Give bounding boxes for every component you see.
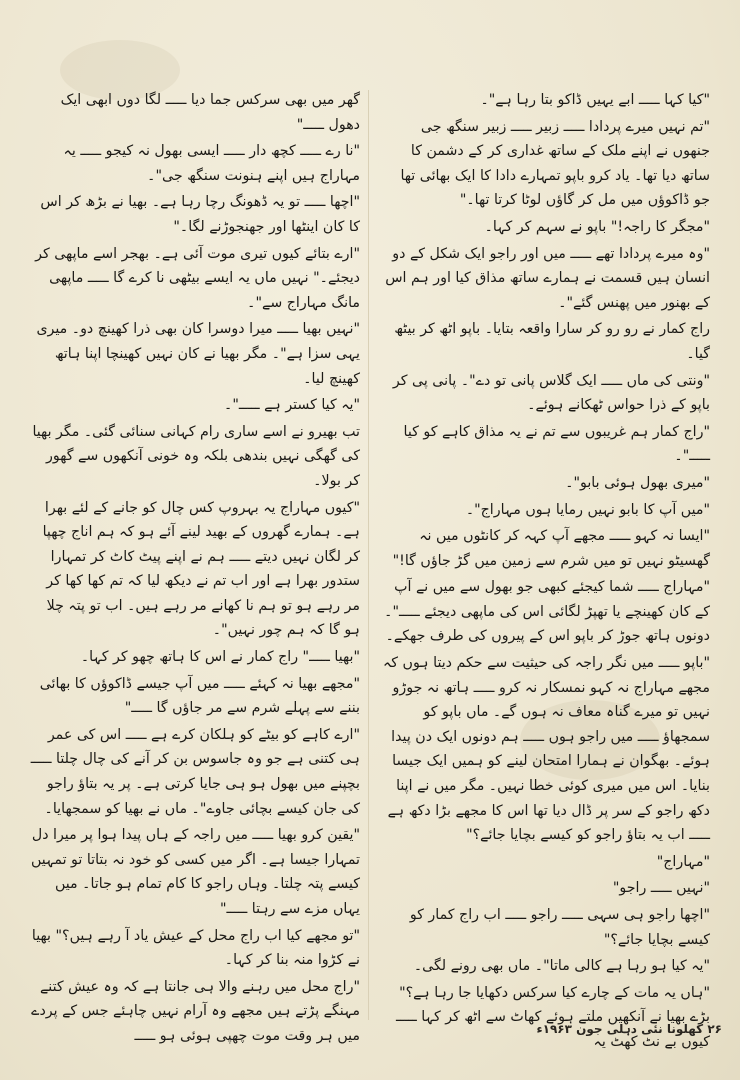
left-column <box>30 88 360 1044</box>
paragraph: گھر میں بھی سرکس جما دیا ـــــ لگا دوں ابھی ایک دھول ـــــ" <box>60 92 360 133</box>
paragraph: "مجھے بھیا نہ کہئے ـــــ میں آپ جیسے ڈاکوؤں کا بھائی بننے سے پہلے شرم سے مر جاؤں گا ـــــ" <box>39 675 360 717</box>
paragraph: "نہیں ـــــ راجو" <box>612 880 710 897</box>
page-footer: ۲۶ کھلونا نئی دہلی جون ۱۹۶۳ء <box>536 1022 722 1036</box>
paragraph: "اچھا راجو ہی سہی ـــــ راجو ـــــ اب راج کمار کو کیسے بچایا جائے؟" <box>409 907 710 948</box>
paragraph: "تم نہیں میرے پردادا ـــــ زبیر ـــــ زبیر سنگھ جی جنھوں نے اپنے ملک کے ساتھ غداری کر کے دشمن کا ساتھ دیا تھا۔ یاد کرو باپو تمہارے دادا کا ایک بھائی تھا جو ڈاکوؤں میں مل کر گاؤں لوٹا کرتا تھا۔" <box>400 118 710 209</box>
paragraph: "ایسا نہ کہو ـــــ مجھے آپ کہہ کر کانٹوں میں نہ گھسیٹو نہیں تو میں شرم سے زمین میں گڑ جاؤں گا!" <box>392 528 710 569</box>
paragraph: "ارے بتائے کیوں تیری موت آئی ہے۔ بھجر اسے ماپھی کر دیجئے۔" نہیں ماں یہ ایسے بیٹھی نا کرے گا ـــــ ماپھی مانگ مہاراج سے"۔ <box>35 245 360 311</box>
paragraph: "ونتی کی ماں ـــــ ایک گلاس پانی تو دے"۔ پانی پی کر باپو کے ذرا حواس ٹھکانے ہوئے۔ <box>392 372 710 414</box>
paragraph: "ارے کاہے کو بیٹے کو ہلکان کرے ہے ـــــ اس کی عمر ہی کتنی ہے جو وہ جاسوس بن کر آنے کی چال چلتا ـــــ بچپنے میں بھول ہو ہی جایا کرتی ہے۔ پر یہ بتاؤ راجو کی جان کیسے بچائی جاوے"۔ ماں نے بھیا کو سمجھایا۔ <box>30 726 360 817</box>
paragraph: "وہ میرے پردادا تھے ـــــ میں اور راجو ایک شکل کے دو انسان ہیں قسمت نے ہمارے ساتھ مذاق کیا اور ہم اس کے بھنور میں پھنس گئے"۔ <box>385 245 710 311</box>
paragraph: "یہ کیا کستر ہے ـــــ"۔ <box>224 397 360 414</box>
paragraph: تب بھیرو نے اسے ساری رام کہانی سنائی گئی۔ مگر بھیا کی گھگی نہیں بندھی بلکہ وہ خونی آنکھوں سے گھور کر بولا۔ <box>32 423 360 489</box>
paragraph: "کیوں مہاراج یہ بہروپ کس چال کو جانے کے لئے بھرا ہے۔ ہمارے گھروں کے بھید لینے آئے ہو کہ ہم اناج چھپا کر لگان نہیں دیتے ـــــ ہم نے اپنے پیٹ کاٹ کر تمہارا ستدور بھرا ہے اور اب تم نے دیکھ لیا کہ تم کھا کھا کر مر رہے ہو تو ہم نا کھانے مر رہے ہیں۔ اب تو پتہ چلا ہو گا کہ ہم چور نہیں"۔ <box>42 499 360 639</box>
paragraph: "راج کمار ہم غریبوں سے تم نے یہ مذاق کاہے کو کیا ـــــ"۔ <box>403 423 710 465</box>
paragraph: "راج محل میں رہنے والا ہی جانتا ہے کہ وہ عیش کتنے مہنگے پڑتے ہیں مجھے وہ آرام نہیں چاہئے جس کے پردے میں ہر وقت موت چھپی ہوئی ہو ـــــ <box>31 978 360 1044</box>
column-divider <box>368 90 369 1020</box>
paragraph: "یہ کیا ہو رہا ہے کالی ماتا"۔ ماں بھی رونے لگی۔ <box>413 958 710 975</box>
paragraph: "اچھا ـــــ تو یہ ڈھونگ رچا رہا ہے۔ بھیا نے بڑھ کر اس کا کان اینٹھا اور جھنجوڑنے لگا۔" <box>40 194 360 235</box>
paragraph: راج کمار نے رو رو کر سارا واقعہ بتایا۔ باپو اٹھ کر بیٹھ گیا۔ <box>394 321 710 362</box>
paragraph: "کیا کہا ـــــ ابے یہیں ڈاکو بتا رہا ہے"۔ <box>480 92 710 108</box>
paragraph: "تو مجھے کیا اب راج محل کے عیش یاد آ رہے ہیں؟" بھیا نے کڑوا منہ بنا کر کہا۔ <box>31 927 360 969</box>
paragraph: "یقین کرو بھیا ـــــ میں راجہ کے ہاں پیدا ہوا پر میرا دل تمہارا جیسا ہے۔ اگر میں کسی کو خود نہ بتاتا تو تمہیں کیسے پتہ چلتا۔ وہاں راجو کا کام تمام ہو جاتا۔ میں یہاں مزے سے رہتا ـــــ" <box>30 827 360 917</box>
paragraph: "بھیا ـــــ" راج کمار نے اس کا ہاتھ چھو کر کہا۔ <box>80 649 360 666</box>
paragraph: "باپو ـــــ میں نگر راجہ کی حیثیت سے حکم دیتا ہوں کہ مجھے مہاراج نہ کہو نمسکار نہ کرو ـــــ ہاتھ نہ جوڑو نہیں تو میرے گناہ معاف نہ ہوں گے۔ ماں باپو کو سمجھاؤ ـــــ میں راجو ہوں ـــــ ہم دونوں ایک دن پیدا ہوئے۔ بھگوان نے ہمارا امتحان لینے کو ہمیں ایک جیسا بنایا۔ اس میں میری کوئی خطا نہیں۔ مگر میں نے اپنا دکھ راجو کے سر پر ڈال دیا تھا اس کا مجھے بڑا دکھ ہے ـــــ اب یہ بتاؤ راجو کو کیسے بچایا جائے؟" <box>382 655 710 844</box>
paragraph: "میں آپ کا بابو نہیں رمایا ہوں مہاراج"۔ <box>465 501 710 518</box>
paragraph: "میری بھول ہوئی بابو"۔ <box>565 474 710 491</box>
paragraph: "مہاراج ـــــ شما کیجئے کبھی جو بھول سے میں نے آپ کے کان کھینچے یا تھپڑ لگائی اس کی ماپھی دیجئے ـــــ"۔ دونوں ہاتھ جوڑ کر باپو اس کے پیروں کی طرف جھکے۔ <box>384 579 710 645</box>
paragraph: "ہاں یہ مات کے چارے کیا سرکس دکھایا جا رہا ہے؟" بڑے بھیا نے آنکھیں ملتے ہوئے کھاٹ سے اٹھ کر کہا ـــــ کیوں بے نٹ کھٹ یہ <box>396 984 710 1050</box>
paragraph: "نہیں بھیا ـــــ میرا دوسرا کان بھی ذرا کھینچ دو۔ میری یہی سزا ہے"۔ مگر بھیا نے کان نہیں کھینچا اپنا ہاتھ کھینچ لیا۔ <box>36 321 360 387</box>
paragraph: "مہاراج" <box>656 853 710 870</box>
paragraph: "مجگر کا راجہ!" باپو نے سہم کر کہا۔ <box>484 218 710 235</box>
paragraph: "نا رے ـــــ کچھ دار ـــــ ایسی بھول نہ کیجو ـــــ یہ مہاراج ہیں اپنے ہنونت سنگھ جی"۔ <box>63 143 360 184</box>
